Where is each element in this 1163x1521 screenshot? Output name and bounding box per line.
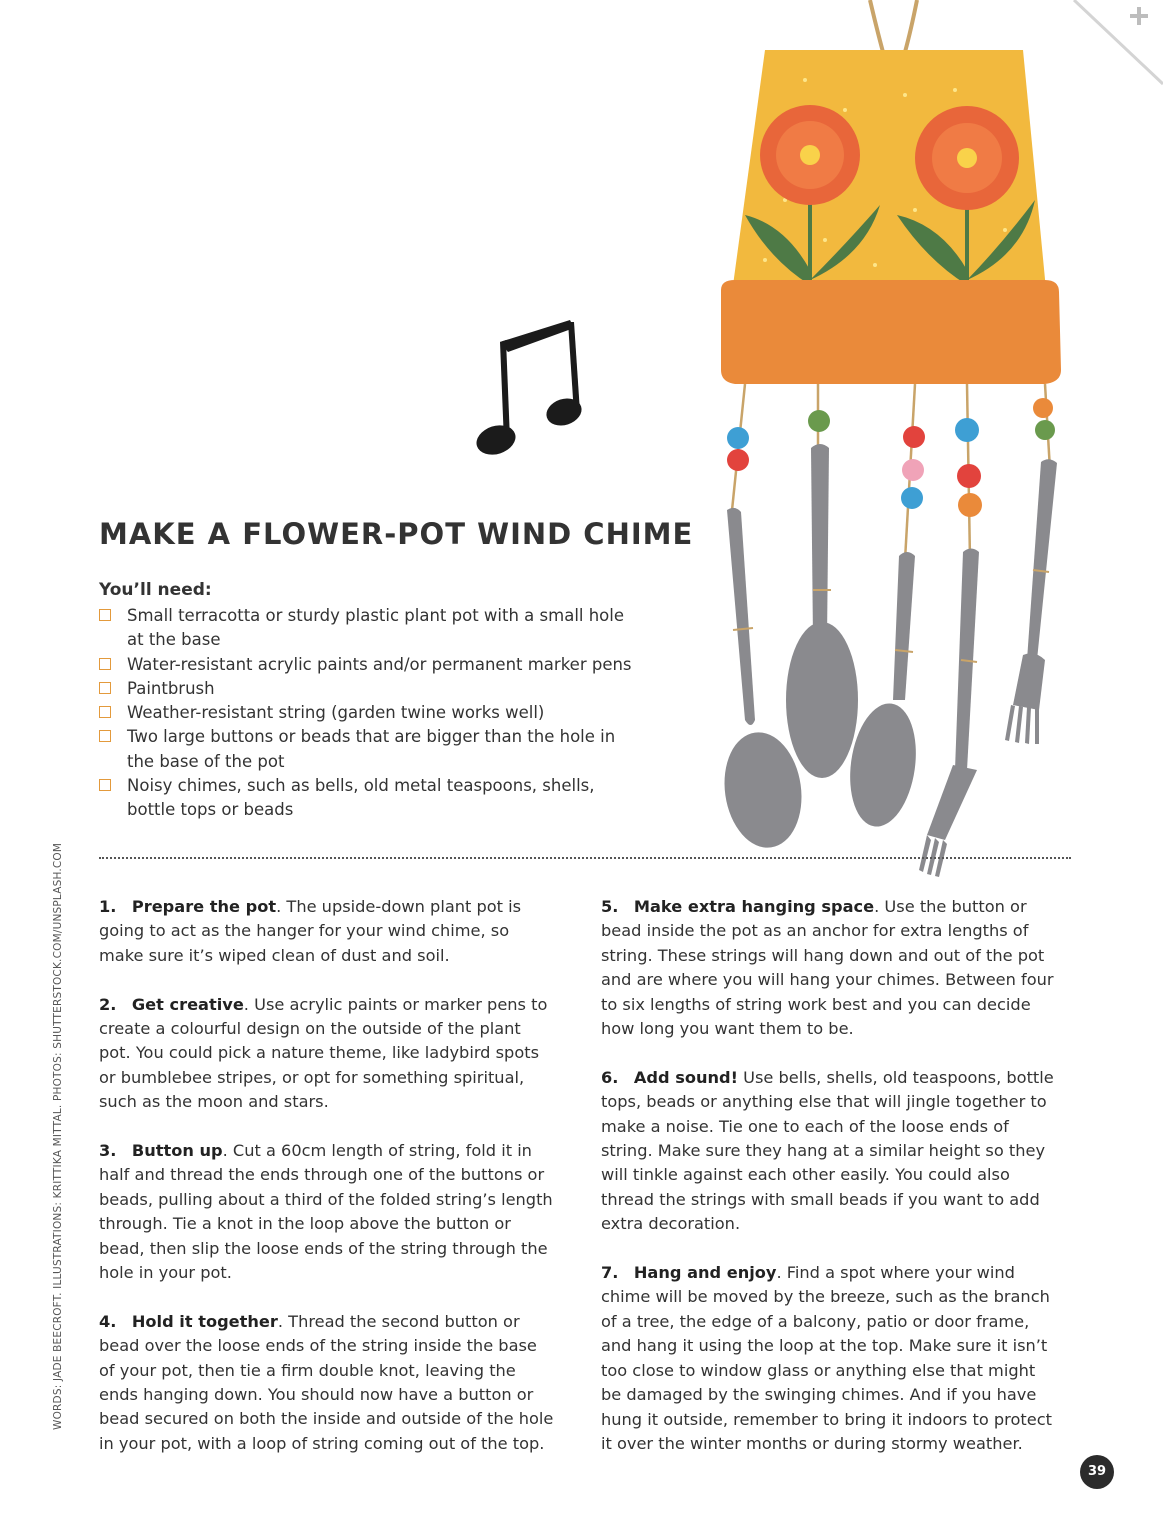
checkbox-icon bbox=[99, 730, 111, 742]
needs-heading: You’ll need: bbox=[99, 580, 212, 600]
checkbox-icon bbox=[99, 658, 111, 670]
step: 2. Get creative. Use acrylic paints or marker pens to create a colourful design on the outside of the plant pot. You could pick a nature theme, like ladybird spots or bumblebee stripes, or opt for something spiritual, such as the moon and stars. bbox=[99, 994, 548, 1112]
fork-illustration bbox=[1005, 459, 1057, 744]
needs-item: Water-resistant acrylic paints and/or permanent marker pens bbox=[99, 653, 639, 677]
article-title: MAKE A FLOWER-POT WIND CHIME bbox=[99, 517, 694, 551]
steps-column-right bbox=[601, 895, 1059, 1481]
checkbox-icon bbox=[99, 706, 111, 718]
steps-column-left bbox=[99, 895, 557, 1481]
checkbox-icon bbox=[99, 779, 111, 791]
fork-illustration bbox=[919, 549, 979, 878]
needs-item: Small terracotta or sturdy plastic plant pot with a small hole at the base bbox=[99, 604, 639, 653]
step: 3. Button up. Cut a 60cm length of string, fold it in half and thread the ends through one of the buttons or beads, pulling about a third of the folded string’s length through. Tie a knot in the loop above the button or bead, then slip the loose ends of the string through the hole in your pot. bbox=[99, 1141, 553, 1283]
needs-item: Noisy chimes, such as bells, old metal teaspoons, shells, bottle tops or beads bbox=[99, 774, 639, 823]
needs-list bbox=[99, 604, 639, 823]
wind-chime-illustration bbox=[705, 0, 1075, 880]
page-number: 39 bbox=[1080, 1455, 1114, 1489]
music-note-icon bbox=[470, 312, 590, 462]
credits-line: WORDS: JADE BEECROFT. ILLUSTRATIONS: KRITTIKA MITTAL. PHOTOS: SHUTTERSTOCK.COM/UNSPLASH.COM bbox=[52, 842, 64, 1430]
spoon-illustration bbox=[786, 444, 858, 778]
needs-item: Weather-resistant string (garden twine works well) bbox=[99, 701, 639, 725]
dotted-divider bbox=[99, 857, 1071, 859]
needs-item: Two large buttons or beads that are bigger than the hole in the base of the pot bbox=[99, 725, 639, 774]
step: 7. Hang and enjoy. Find a spot where your wind chime will be moved by the breeze, such as the branch of a tree, the edge of a balcony, patio or door frame, and hang it using the loop at the top. Make sure it isn’t too close to window glass or anything else that might be damaged by the swinging chimes. And if you have hung it outside, remember to bring it indoors to protect it over the winter months or during stormy weather. bbox=[601, 1263, 1052, 1453]
checkbox-icon bbox=[99, 609, 111, 621]
step: 1. Prepare the pot. The upside-down plant pot is going to act as the hanger for your wind chime, so make sure it’s wiped clean of dust and soil. bbox=[99, 897, 522, 965]
step: 5. Make extra hanging space. Use the button or bead inside the pot as an anchor for extra lengths of string. These strings will hang down and out of the pot and are where you will hang your chimes. Between four to six lengths of string work best and you can decide how long you want them to be. bbox=[601, 897, 1054, 1039]
plus-icon bbox=[1130, 7, 1148, 25]
checkbox-icon bbox=[99, 682, 111, 694]
corner-fold-decoration bbox=[1060, 0, 1163, 90]
needs-item: Paintbrush bbox=[99, 677, 639, 701]
step: 6. Add sound! Use bells, shells, old teaspoons, bottle tops, beads or anything else that will jingle together to make a noise. Tie one to each of the loose ends of string. Make sure they hang at a similar height so they will tinkle against each other easily. You could also thread the strings with small beads if you want to add extra decoration. bbox=[601, 1067, 1054, 1234]
step: 4. Hold it together. Thread the second button or bead over the loose ends of the string inside the base of your pot, then tie a firm double knot, leaving the ends hanging down. You should now have a button or bead secured on both the inside and outside of the hole in your pot, with a loop of string coming out of the top. bbox=[99, 1311, 554, 1453]
